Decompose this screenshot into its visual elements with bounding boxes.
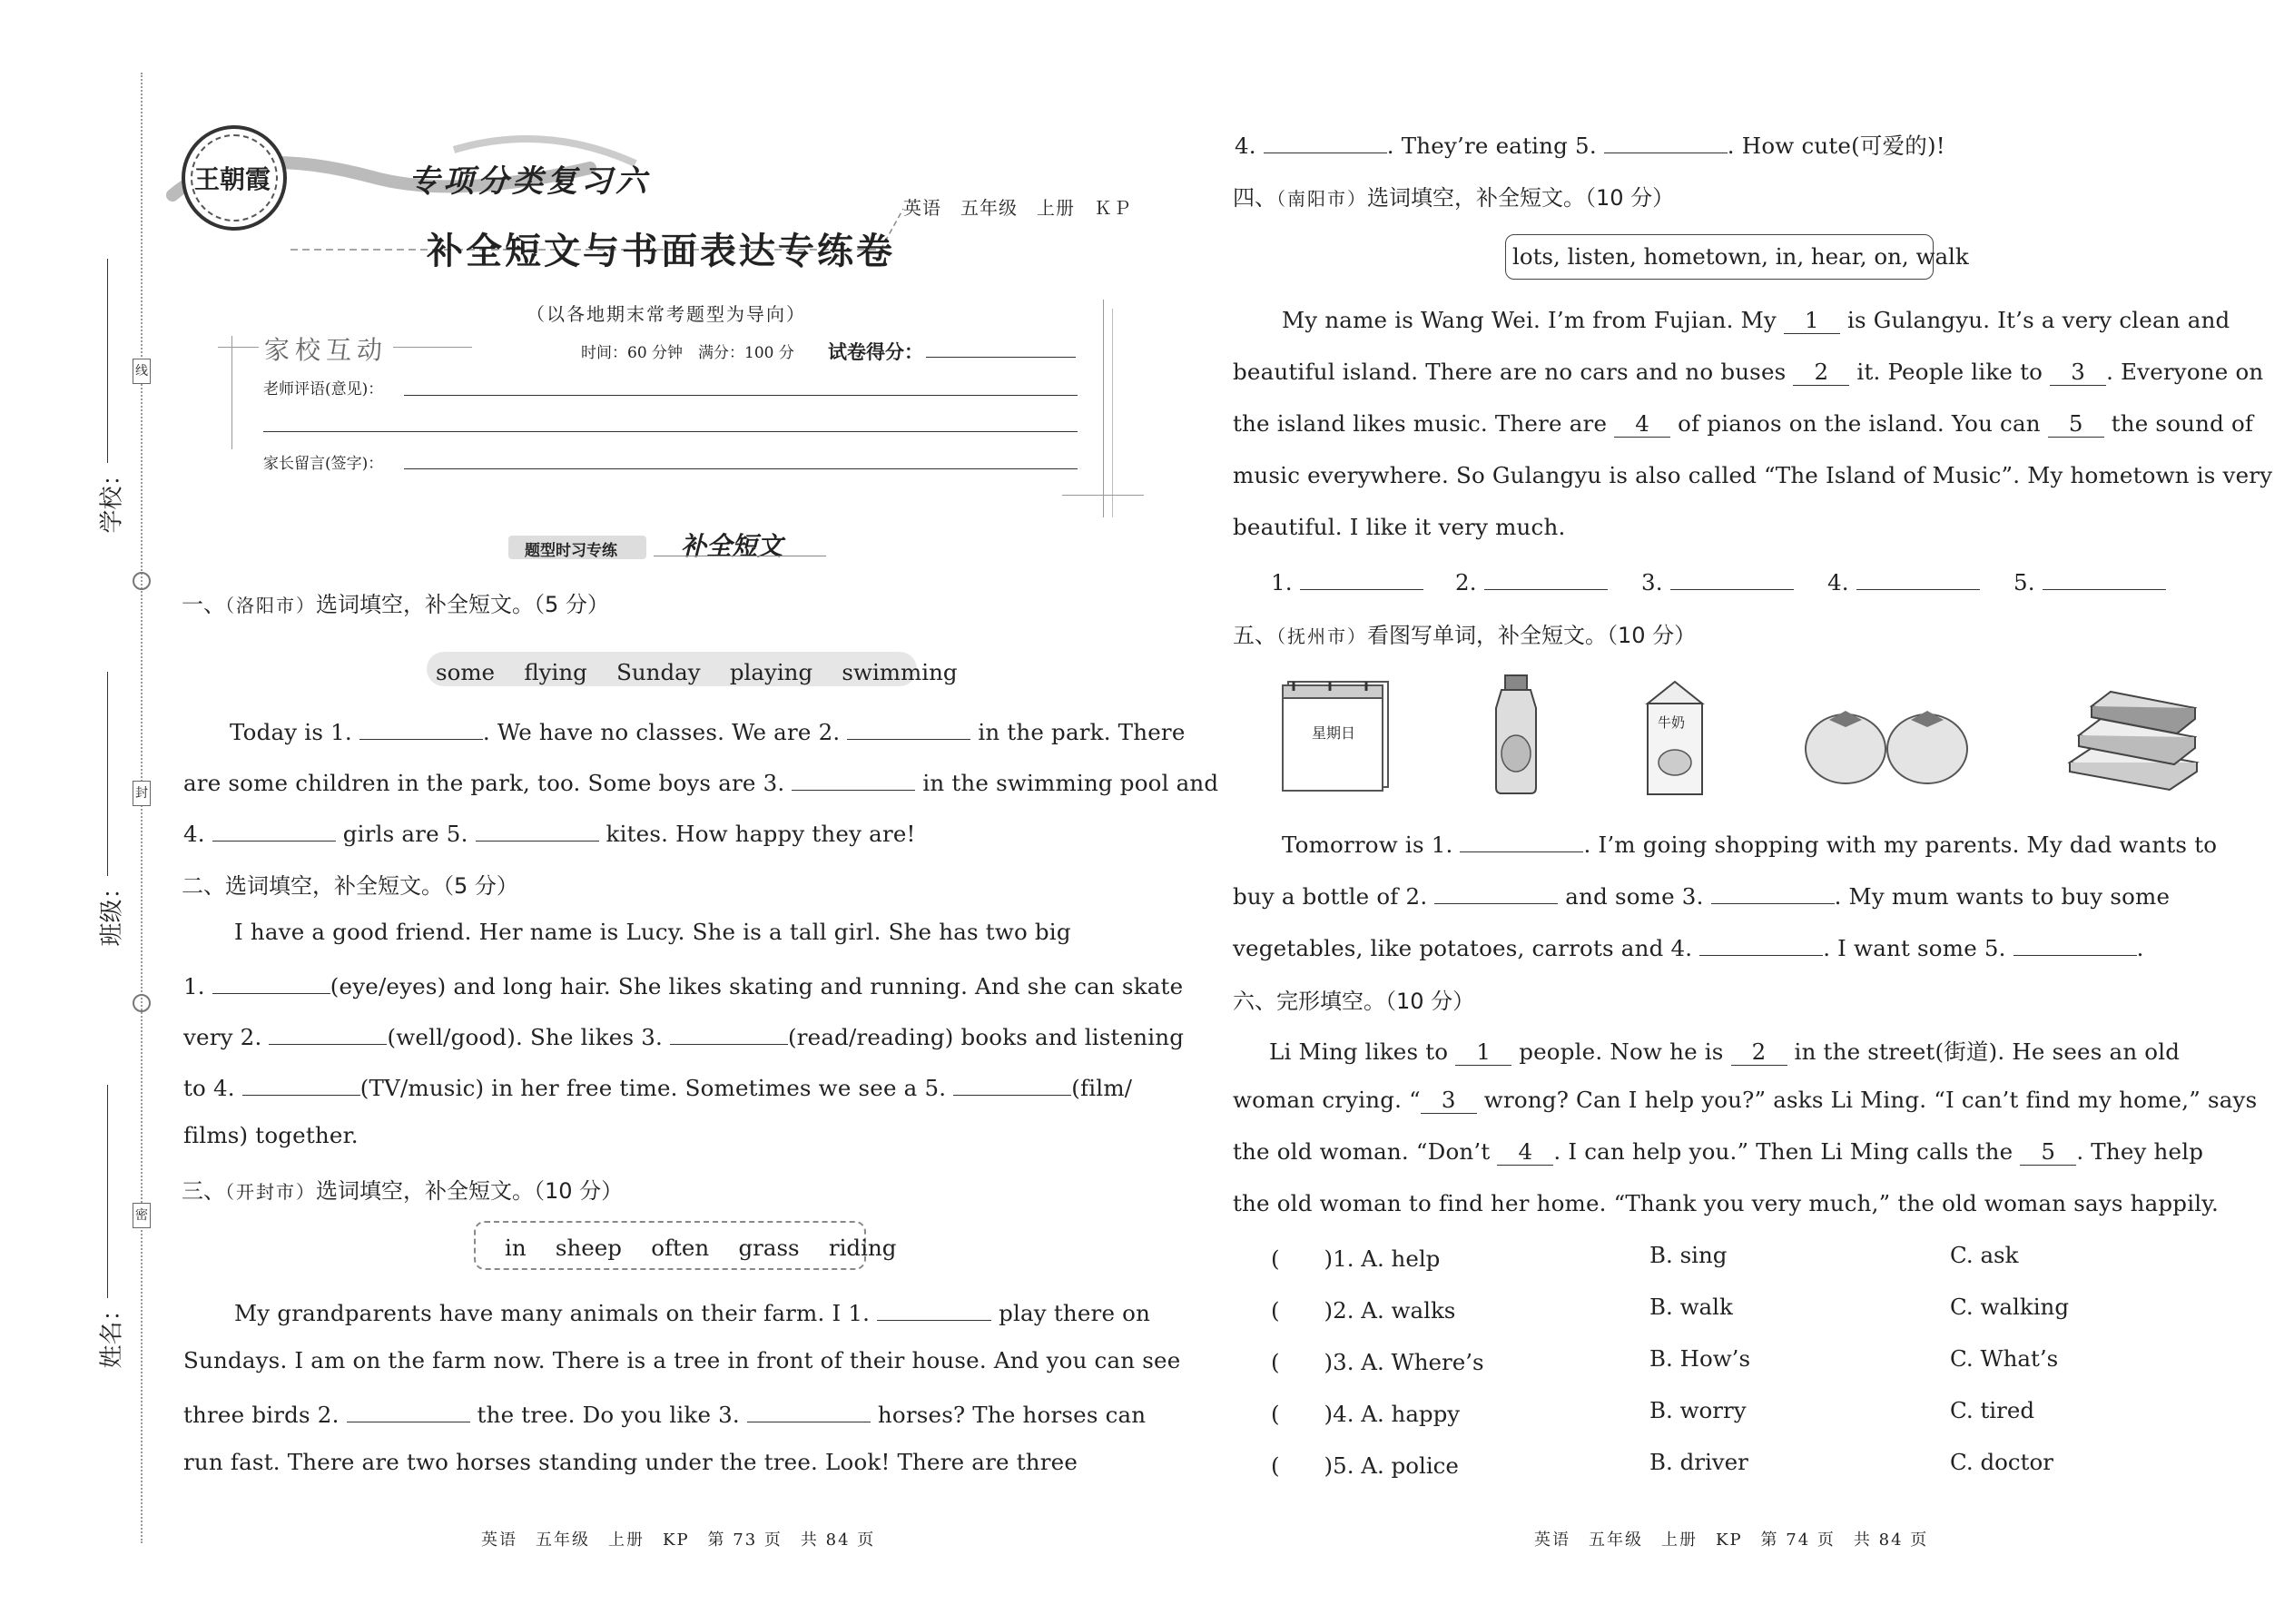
q6-option-1c[interactable]: C. ask: [1950, 1242, 2019, 1268]
q6-option-5b[interactable]: B. driver: [1649, 1449, 1748, 1475]
q5-line-1: Tomorrow is 1. . I’m going shopping with my parents. My dad wants to: [1282, 828, 2217, 858]
teacher-comment-label: 老师评语(意见)：: [263, 380, 384, 399]
q1-title: 一、（洛阳市）选词填空，补全短文。（5 分）: [182, 592, 609, 617]
class-field-line[interactable]: [107, 672, 108, 876]
footer-left: 英语 五年级 上册 KP 第 73 页 共 84 页: [481, 1530, 876, 1550]
comment-frame-right: [1103, 300, 1104, 517]
q4-blank-1[interactable]: 1: [1784, 307, 1840, 334]
q5-title: 五、（抚州市）看图写单词，补全短文。（10 分）: [1233, 623, 1697, 648]
q2-blank-2[interactable]: [269, 1020, 387, 1045]
name-field-line[interactable]: [107, 1085, 108, 1298]
q3-blank-5[interactable]: [1604, 129, 1728, 153]
q3-word-bank: in sheep often grass riding: [505, 1235, 897, 1261]
q6-option-row-5[interactable]: ( )5. A. police: [1271, 1452, 1459, 1479]
q4-blank-3[interactable]: 3: [2050, 359, 2106, 386]
q1-blank-4[interactable]: [212, 817, 336, 842]
q6-option-1b[interactable]: B. sing: [1649, 1242, 1728, 1268]
score-label: 试卷得分：: [828, 340, 923, 363]
q6-option-3b[interactable]: B. How’s: [1649, 1345, 1751, 1372]
q4-answer-5-field[interactable]: [2043, 566, 2166, 590]
q4-answer-1: 1.: [1271, 566, 1423, 595]
q6-blank-1[interactable]: 1: [1455, 1038, 1511, 1066]
q2-blank-4[interactable]: [242, 1071, 360, 1096]
q3-blank-1[interactable]: [877, 1296, 991, 1321]
q3-line-3: three birds 2. the tree. Do you like 3. horses? The horses can: [183, 1398, 1146, 1428]
series-title: 专项分类复习六: [409, 163, 650, 200]
q1-line-3: 4. girls are 5. kites. How happy they are!: [183, 817, 916, 847]
calendar-text: 星期日: [1312, 724, 1356, 742]
q6-blank-5[interactable]: 5: [2020, 1138, 2076, 1166]
q2-line-3: very 2. (well/good). She likes 3. (read/reading) books and listening: [183, 1020, 1184, 1050]
q2-line-2: 1. (eye/eyes) and long hair. She likes skating and running. And she can skate: [183, 969, 1183, 999]
q6-line-4: the old woman to find her home. “Thank you very much,” the old woman says happily.: [1233, 1190, 2220, 1216]
q6-option-row-1[interactable]: ( )1. A. help: [1271, 1245, 1441, 1272]
binding-dotted-line: [141, 73, 143, 1543]
footer-right: 英语 五年级 上册 KP 第 74 页 共 84 页: [1534, 1530, 1929, 1550]
milk-carton-icon: [1639, 676, 1711, 799]
q4-line-1: My name is Wang Wei. I’m from Fujian. My 1 is Gulangyu. It’s a very clean and: [1282, 307, 2230, 333]
class-label: 班级：: [98, 875, 126, 947]
q6-option-4c[interactable]: C. tired: [1950, 1397, 2035, 1423]
q5-line-2: buy a bottle of 2. and some 3. . My mum wants to buy some: [1233, 880, 2170, 910]
q3-line-1: My grandparents have many animals on their farm. I 1. play there on: [234, 1296, 1150, 1326]
q4-answer-3: 3.: [1641, 566, 1794, 595]
q1-blank-5[interactable]: [476, 817, 599, 842]
q4-title: 四、（南阳市）选词填空，补全短文。（10 分）: [1233, 185, 1675, 211]
q4-answer-4: 4.: [1827, 566, 1980, 595]
q6-blank-2[interactable]: 2: [1731, 1038, 1787, 1066]
seal-mark: 封: [133, 781, 151, 806]
q1-line-1: Today is 1. . We have no classes. We are 2. in the park. There: [230, 715, 1186, 745]
q2-line-1: I have a good friend. Her name is Lucy. She is a tall girl. She has two big: [234, 919, 1071, 945]
school-field-line[interactable]: [107, 259, 108, 463]
q2-blank-3[interactable]: [670, 1020, 788, 1045]
q4-line-2: beautiful island. There are no cars and no buses 2 it. People like to 3 . Everyone on: [1233, 359, 2264, 385]
q3-line-5: 4. . They’re eating 5. . How cute(可爱的)!: [1235, 129, 1945, 161]
q6-blank-3[interactable]: 3: [1421, 1087, 1477, 1114]
q4-blank-5[interactable]: 5: [2048, 410, 2104, 438]
q6-blank-4[interactable]: 4: [1497, 1138, 1553, 1166]
seal-mark: 密: [133, 1203, 151, 1228]
q5-blank-1[interactable]: [1460, 828, 1583, 852]
logo-text: 王朝霞: [194, 164, 271, 194]
q2-blank-1[interactable]: [212, 969, 330, 994]
q2-line-4: to 4. (TV/music) in her free time. Sometimes we see a 5. (film/: [183, 1071, 1132, 1101]
q6-option-row-3[interactable]: ( )3. A. Where’s: [1271, 1349, 1484, 1375]
q6-option-2c[interactable]: C. walking: [1950, 1294, 2070, 1320]
q6-option-2b[interactable]: B. walk: [1649, 1294, 1733, 1320]
tomatoes-icon: [1802, 694, 1974, 794]
q3-line-4: run fast. There are two horses standing under the tree. Look! There are three: [183, 1449, 1078, 1475]
q4-answer-2: 2.: [1455, 566, 1608, 595]
q4-line-4: music everywhere. So Gulangyu is also called “The Island of Music”. My hometown is very: [1233, 462, 2273, 488]
main-title: 补全短文与书面表达专练卷: [427, 230, 895, 272]
q4-answer-1-field[interactable]: [1300, 566, 1423, 590]
q4-word-bank: lots, listen, hometown, in, hear, on, walk: [1512, 243, 1969, 270]
q6-line-1: Li Ming likes to 1 people. Now he is 2 in the street(街道). He sees an old: [1269, 1038, 2181, 1065]
q1-line-2: are some children in the park, too. Some boys are 3. in the swimming pool and: [183, 766, 1218, 796]
comment-frame-bottom: [1062, 495, 1144, 496]
q3-title: 三、（开封市）选词填空，补全短文。（10 分）: [182, 1178, 624, 1204]
q6-title: 六、完形填空。（10 分）: [1233, 989, 1475, 1014]
q2-blank-5[interactable]: [953, 1071, 1071, 1096]
juice-bottle-icon: [1480, 672, 1552, 799]
binding-hole: [133, 572, 151, 590]
q6-option-4b[interactable]: B. worry: [1649, 1397, 1747, 1423]
q6-option-row-2[interactable]: ( )2. A. walks: [1271, 1297, 1456, 1324]
q3-blank-4[interactable]: [1264, 129, 1387, 153]
parent-comment-label: 家长留言(签字)：: [263, 455, 384, 473]
q4-blank-4[interactable]: 4: [1614, 410, 1670, 438]
section-tag: 题型时习专练: [525, 542, 617, 560]
q5-blank-5[interactable]: [2013, 931, 2137, 956]
q3-blank-3[interactable]: [747, 1398, 871, 1422]
home-school-label: 家校互动: [259, 330, 393, 367]
q4-line-5: beautiful. I like it very much.: [1233, 514, 1566, 540]
name-label: 姓名：: [98, 1297, 126, 1369]
section-title: 补全短文: [681, 531, 783, 561]
q1-blank-2[interactable]: [847, 715, 970, 740]
comment-frame-left: [231, 336, 232, 449]
milk-carton-text: 牛奶: [1658, 714, 1686, 731]
q1-blank-3[interactable]: [792, 766, 915, 791]
q5-line-3: vegetables, like potatoes, carrots and 4. . I want some 5. .: [1233, 931, 2144, 961]
teacher-comment-field[interactable]: [404, 395, 1078, 396]
q1-word-bank: some flying Sunday playing swimming: [436, 659, 958, 685]
q4-answer-3-field[interactable]: [1670, 566, 1794, 590]
subject-tag: 英语 五年级 上册 ＫＰ: [903, 197, 1132, 219]
q5-blank-4[interactable]: [1699, 931, 1823, 956]
q3-line-2: Sundays. I am on the farm now. There is a tree in front of their house. And you can see: [183, 1347, 1181, 1373]
q2-line-5: films) together.: [183, 1122, 359, 1148]
q6-option-5c[interactable]: C. doctor: [1950, 1449, 2053, 1475]
books-icon: [2061, 681, 2206, 794]
time-info: 时间：60 分钟 满分：100 分: [581, 344, 794, 362]
comment-frame-right-2: [1112, 309, 1113, 517]
q6-option-row-4[interactable]: ( )4. A. happy: [1271, 1401, 1461, 1427]
q6-line-2: woman crying. “ 3 wrong? Can I help you?” asks Li Ming. “I can’t find my home,” says: [1233, 1087, 2258, 1113]
q2-title: 二、选词填空，补全短文。（5 分）: [182, 873, 518, 899]
q3-blank-2[interactable]: [347, 1398, 470, 1422]
q6-option-3c[interactable]: C. What’s: [1950, 1345, 2059, 1372]
school-label: 学校：: [98, 462, 126, 534]
q4-answer-5: 5.: [2013, 566, 2166, 595]
q1-blank-1[interactable]: [359, 715, 483, 740]
q4-answer-4-field[interactable]: [1856, 566, 1980, 590]
q4-line-3: the island likes music. There are 4 of pianos on the island. You can 5 the sound of: [1233, 410, 2254, 437]
binding-hole: [133, 994, 151, 1012]
q5-blank-3[interactable]: [1711, 880, 1835, 904]
seal-mark: 线: [133, 359, 151, 384]
parent-comment-field[interactable]: [404, 468, 1078, 469]
subtitle: （以各地期末常考题型为导向）: [527, 303, 806, 325]
q4-answer-2-field[interactable]: [1484, 566, 1608, 590]
score-field[interactable]: [926, 357, 1076, 358]
q5-blank-2[interactable]: [1434, 880, 1558, 904]
q6-line-3: the old woman. “Don’t 4 . I can help you.” Then Li Ming calls the 5 . They help: [1233, 1138, 2204, 1165]
teacher-comment-field-2[interactable]: [263, 431, 1078, 432]
q4-blank-2[interactable]: 2: [1793, 359, 1849, 386]
